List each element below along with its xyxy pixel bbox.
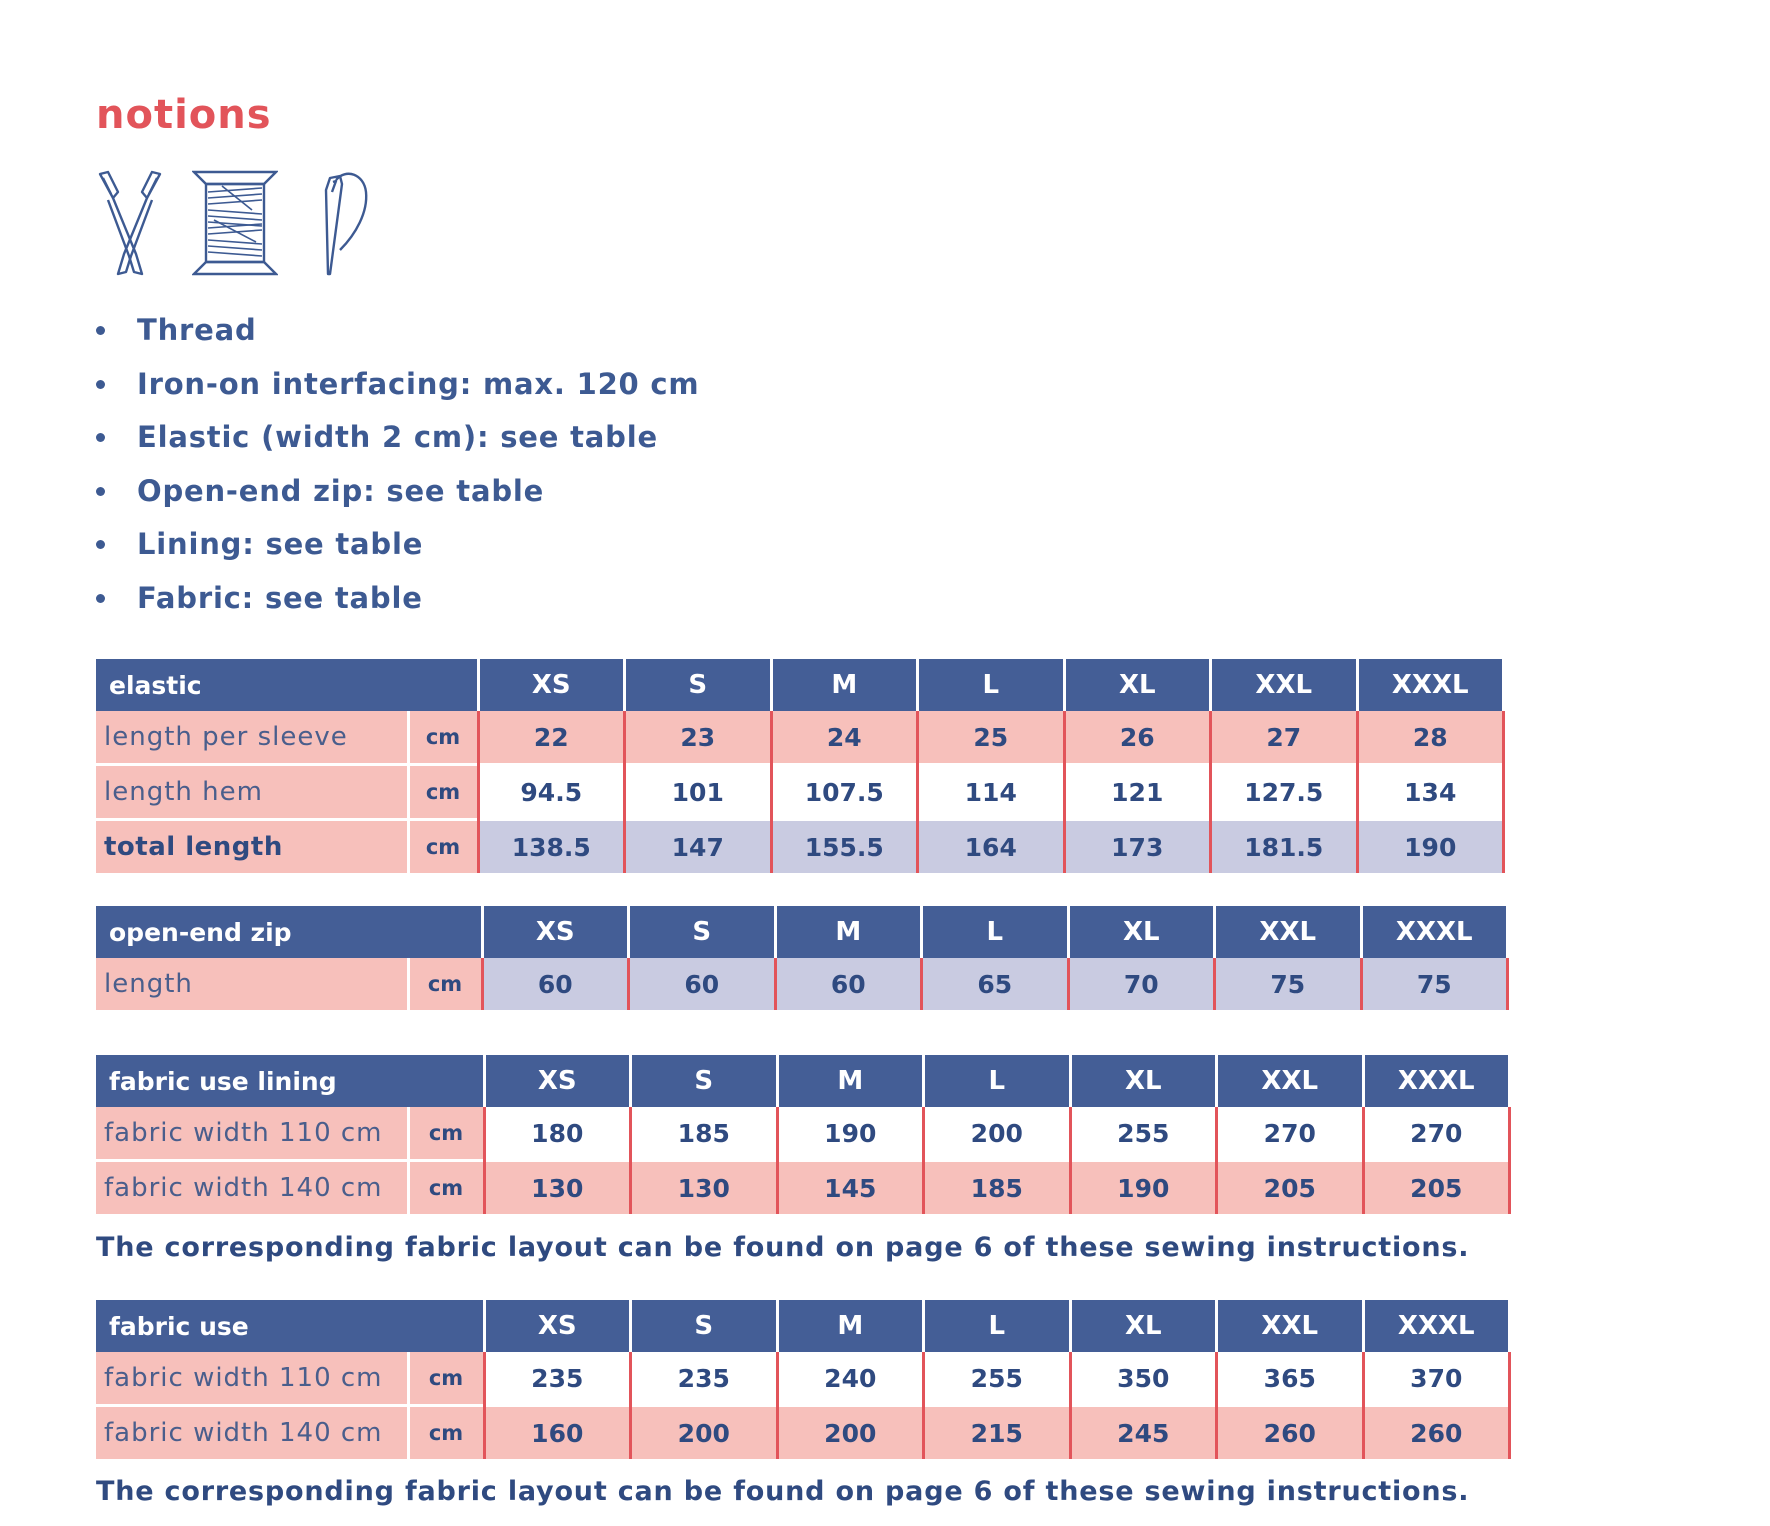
table-cell: 190 [1070, 1161, 1217, 1215]
size-header: XS [478, 659, 625, 711]
row-unit: cm [408, 1107, 484, 1161]
table-row [96, 820, 1504, 874]
table-cell: 70 [1068, 958, 1215, 1010]
table-cell: 260 [1217, 1406, 1364, 1460]
table-cell: 180 [484, 1107, 631, 1161]
list-item [96, 308, 699, 362]
size-header: S [631, 1055, 778, 1107]
row-unit: cm [408, 1406, 484, 1460]
table-cell: 28 [1357, 711, 1504, 765]
table-cell: 147 [625, 820, 772, 874]
table-cell: 60 [629, 958, 776, 1010]
table-cell: 200 [777, 1406, 924, 1460]
size-header: M [775, 906, 922, 958]
table-row [96, 958, 1508, 1010]
size-header: XXL [1217, 1300, 1364, 1352]
table-cell: 245 [1070, 1406, 1217, 1460]
table-cell: 138.5 [478, 820, 625, 874]
size-header: M [777, 1055, 924, 1107]
table-cell: 107.5 [771, 765, 918, 820]
table-cell: 155.5 [771, 820, 918, 874]
table-cell: 235 [484, 1352, 631, 1406]
table-cell: 190 [777, 1107, 924, 1161]
needle-icon [316, 170, 372, 276]
bullet-dot [96, 487, 105, 496]
table-cell: 121 [1064, 765, 1211, 820]
row-unit: cm [408, 1161, 484, 1215]
table-header-row [96, 1055, 1510, 1107]
list-item [96, 522, 699, 576]
table-cell: 190 [1357, 820, 1504, 874]
row-label: length hem [96, 765, 408, 820]
size-header: XS [484, 1300, 631, 1352]
table-cell: 270 [1363, 1107, 1510, 1161]
table-cell: 255 [1070, 1107, 1217, 1161]
list-item [96, 576, 699, 630]
table-row [96, 765, 1504, 820]
table-cell: 205 [1217, 1161, 1364, 1215]
list-item-text: Elastic (width 2 cm): see table [137, 420, 658, 454]
size-header: XXL [1211, 659, 1358, 711]
table-cell: 25 [918, 711, 1065, 765]
table-cell: 200 [924, 1107, 1071, 1161]
row-label: total length [96, 820, 408, 874]
table-cell: 75 [1361, 958, 1508, 1010]
table-cell: 181.5 [1211, 820, 1358, 874]
row-label: length [96, 958, 408, 1010]
list-item-text: Thread [137, 313, 257, 347]
table-cell: 23 [625, 711, 772, 765]
lining-table [96, 1055, 1511, 1214]
table-cell: 185 [924, 1161, 1071, 1215]
table-cell: 114 [918, 765, 1065, 820]
fabric-layout-note: The corresponding fabric layout can be found on page 6 of these sewing instructions. [96, 1232, 1470, 1263]
table-cell: 164 [918, 820, 1065, 874]
table-cell: 260 [1363, 1406, 1510, 1460]
size-header: M [771, 659, 918, 711]
scissors-icon [96, 170, 164, 276]
row-unit: cm [408, 711, 478, 765]
notions-list [96, 308, 699, 629]
table-header-row [96, 906, 1508, 958]
table-cell: 160 [484, 1406, 631, 1460]
size-header: XXXL [1357, 659, 1504, 711]
row-unit: cm [408, 958, 482, 1010]
size-header: XL [1064, 659, 1211, 711]
list-item-text: Fabric: see table [137, 580, 423, 615]
table-cell: 240 [777, 1352, 924, 1406]
size-header: XL [1070, 1055, 1217, 1107]
row-label: fabric width 140 cm [96, 1161, 408, 1215]
list-item-text: Lining: see table [137, 527, 424, 561]
size-header: XL [1068, 906, 1215, 958]
table-cell: 60 [775, 958, 922, 1010]
size-header: XXL [1215, 906, 1362, 958]
table-title: fabric use lining [96, 1055, 484, 1107]
size-header: XXXL [1361, 906, 1508, 958]
bullet-dot [96, 594, 105, 603]
elastic-table [96, 659, 1505, 873]
table-cell: 22 [478, 711, 625, 765]
table-cell: 27 [1211, 711, 1358, 765]
table-cell: 350 [1070, 1352, 1217, 1406]
table-header-row [96, 1300, 1510, 1352]
row-label: fabric width 140 cm [96, 1406, 408, 1460]
table-cell: 200 [631, 1406, 778, 1460]
table-cell: 173 [1064, 820, 1211, 874]
row-unit: cm [408, 820, 478, 874]
table-header-row [96, 659, 1504, 711]
table-cell: 75 [1215, 958, 1362, 1010]
table-title: open-end zip [96, 906, 482, 958]
fabric-layout-note: The corresponding fabric layout can be found on page 6 of these sewing instructions. [96, 1476, 1470, 1507]
table-cell: 26 [1064, 711, 1211, 765]
list-item-text: Open-end zip: see table [137, 473, 545, 508]
table-cell: 24 [771, 711, 918, 765]
size-header: XS [484, 1055, 631, 1107]
table-cell: 370 [1363, 1352, 1510, 1406]
zip-table [96, 906, 1509, 1010]
bullet-dot [96, 433, 105, 442]
size-header: XXXL [1363, 1055, 1510, 1107]
size-header: XXL [1217, 1055, 1364, 1107]
table-cell: 185 [631, 1107, 778, 1161]
table-cell: 65 [922, 958, 1069, 1010]
table-cell: 127.5 [1211, 765, 1358, 820]
table-title: fabric use [96, 1300, 484, 1352]
size-header: L [922, 906, 1069, 958]
size-header: XXXL [1363, 1300, 1510, 1352]
table-cell: 215 [924, 1406, 1071, 1460]
fabric-table [96, 1300, 1511, 1459]
size-header: L [924, 1055, 1071, 1107]
row-label: fabric width 110 cm [96, 1107, 408, 1161]
table-cell: 130 [631, 1161, 778, 1215]
list-item [96, 415, 699, 469]
row-unit: cm [408, 765, 478, 820]
table-cell: 205 [1363, 1161, 1510, 1215]
size-header: XL [1070, 1300, 1217, 1352]
table-cell: 255 [924, 1352, 1071, 1406]
size-header: XS [482, 906, 629, 958]
size-header: S [629, 906, 776, 958]
page-title: notions [96, 92, 272, 138]
list-item [96, 469, 699, 523]
table-cell: 365 [1217, 1352, 1364, 1406]
table-row [96, 1352, 1510, 1406]
size-header: L [918, 659, 1065, 711]
list-item [96, 362, 699, 416]
table-row [96, 1107, 1510, 1161]
table-cell: 101 [625, 765, 772, 820]
thread-spool-icon [192, 170, 278, 276]
row-unit: cm [408, 1352, 484, 1406]
row-label: length per sleeve [96, 711, 408, 765]
table-cell: 235 [631, 1352, 778, 1406]
row-label: fabric width 110 cm [96, 1352, 408, 1406]
size-header: S [625, 659, 772, 711]
table-cell: 94.5 [478, 765, 625, 820]
table-cell: 134 [1357, 765, 1504, 820]
table-row [96, 1161, 1510, 1215]
size-header: S [631, 1300, 778, 1352]
table-cell: 130 [484, 1161, 631, 1215]
table-row [96, 1406, 1510, 1460]
size-header: L [924, 1300, 1071, 1352]
table-cell: 60 [482, 958, 629, 1010]
table-cell: 145 [777, 1161, 924, 1215]
table-cell: 270 [1217, 1107, 1364, 1161]
size-header: M [777, 1300, 924, 1352]
bullet-dot [96, 380, 105, 389]
bullet-dot [96, 326, 105, 335]
table-row [96, 711, 1504, 765]
bullet-dot [96, 540, 105, 549]
table-title: elastic [96, 659, 478, 711]
list-item-text: Iron-on interfacing: max. 120 cm [137, 366, 700, 401]
